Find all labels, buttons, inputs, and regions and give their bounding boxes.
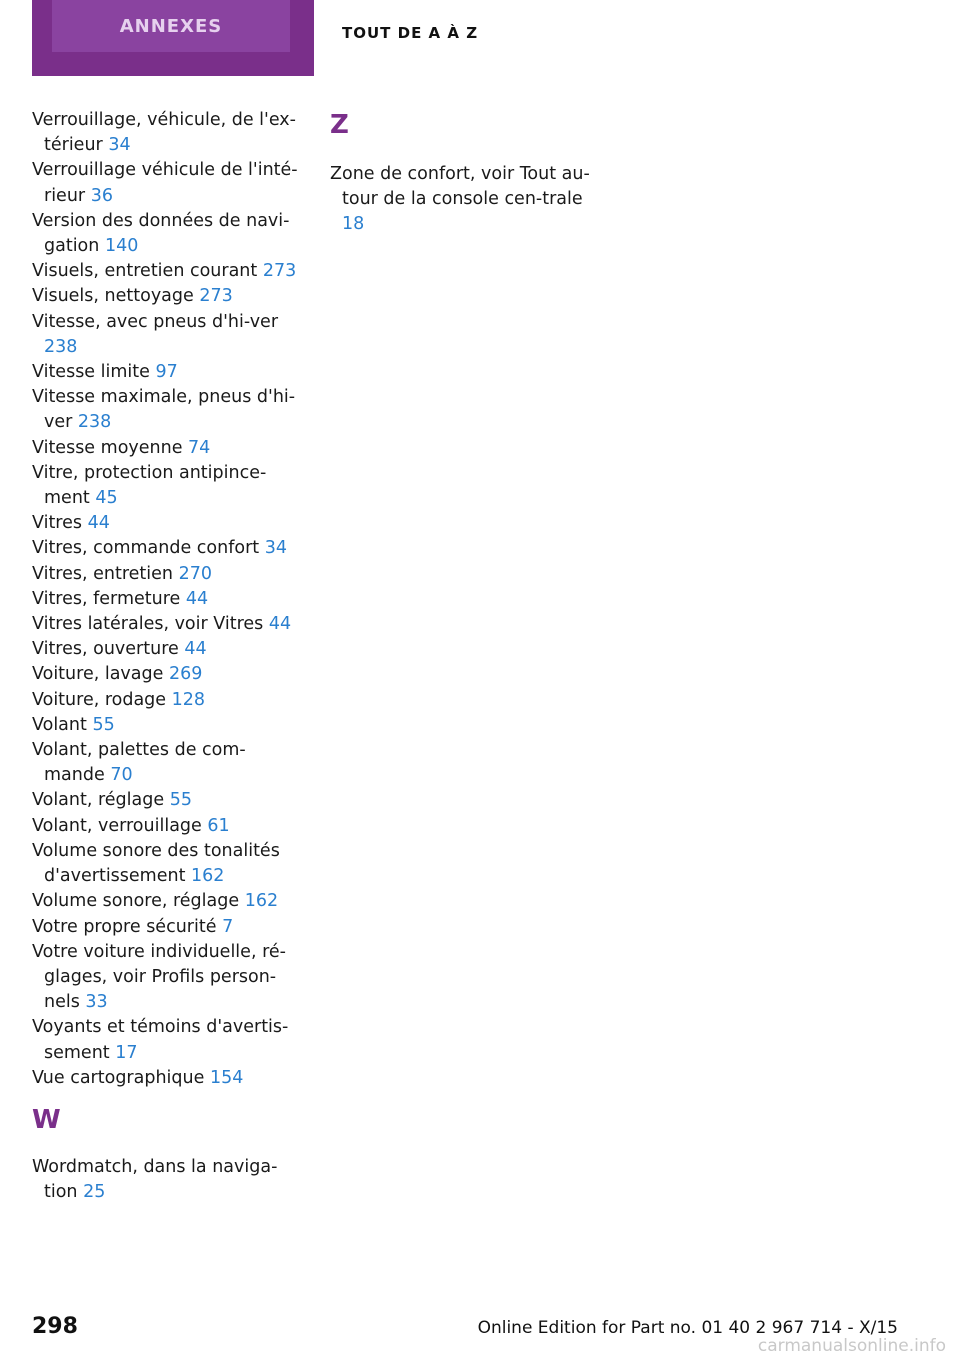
section-tab-inner bbox=[52, 0, 290, 52]
index-entry bbox=[32, 158, 304, 208]
index-entry bbox=[32, 436, 304, 461]
index-entry bbox=[330, 162, 602, 238]
index-entry-page-link[interactable]: 273 bbox=[262, 261, 297, 282]
index-entry bbox=[32, 839, 304, 889]
index-entry-text: Verrouillage véhicule de l'inté-rieur bbox=[32, 160, 298, 206]
index-entry-text: Vitesse moyenne bbox=[32, 437, 183, 458]
index-entry-page-link[interactable]: 61 bbox=[207, 815, 230, 836]
index-entry-page-link[interactable]: 269 bbox=[168, 664, 203, 685]
index-entry-text: Voyants et témoins d'avertis-sement bbox=[32, 1017, 289, 1063]
index-entry bbox=[32, 688, 304, 713]
index-entry-page-link[interactable]: 238 bbox=[77, 412, 112, 433]
index-entry-text: Volume sonore, réglage bbox=[32, 891, 240, 912]
index-entry-page-link[interactable]: 44 bbox=[185, 588, 209, 609]
page-number: 298 bbox=[32, 1314, 78, 1339]
index-entry-page-link[interactable]: 162 bbox=[244, 891, 279, 912]
index-entry-text: Volant, verrouillage bbox=[32, 815, 202, 836]
index-entry bbox=[32, 511, 304, 536]
index-entry bbox=[32, 1155, 304, 1205]
index-entry-text: Voiture, lavage bbox=[32, 664, 164, 685]
index-entry-text: Vitesse limite bbox=[32, 362, 150, 383]
section-title: TOUT DE A À Z bbox=[342, 24, 479, 42]
index-entry-text: Visuels, nettoyage bbox=[32, 286, 194, 307]
index-entry-text: Version des données de navi-gation bbox=[32, 210, 290, 257]
index-entry-text: Visuels, entretien courant bbox=[32, 261, 258, 282]
index-entry-text: Vitres, ouverture bbox=[32, 639, 179, 660]
index-entry bbox=[32, 637, 304, 662]
index-entry-page-link[interactable]: 70 bbox=[110, 765, 133, 786]
index-entry-page-link[interactable]: 128 bbox=[171, 689, 206, 710]
index-entry bbox=[32, 814, 304, 839]
index-entries-z bbox=[330, 162, 602, 238]
index-entry bbox=[32, 713, 304, 738]
index-entry-page-link[interactable]: 74 bbox=[188, 437, 211, 458]
index-entry-text: Wordmatch, dans la naviga-tion bbox=[32, 1156, 278, 1203]
index-entry-page-link[interactable]: 44 bbox=[268, 614, 292, 635]
index-entry-text: Votre propre sécurité bbox=[32, 916, 217, 937]
index-entry-text: Vitesse, avec pneus d'hi-ver bbox=[32, 311, 279, 332]
watermark-text: carmanualsonline.info bbox=[757, 1336, 946, 1356]
index-entry bbox=[32, 738, 304, 788]
index-entries-v bbox=[32, 108, 304, 1091]
index-entry-text: Vitres, entretien bbox=[32, 563, 174, 584]
index-column-right bbox=[330, 108, 602, 238]
index-entry bbox=[32, 940, 304, 1016]
index-entry bbox=[32, 461, 304, 511]
index-entry-page-link[interactable]: 36 bbox=[90, 185, 113, 206]
index-entry-text: Vitre, protection antipince-ment bbox=[32, 462, 267, 509]
index-entry bbox=[32, 284, 304, 309]
index-entry-page-link[interactable]: 270 bbox=[178, 563, 212, 584]
index-entry-text: Verrouillage, véhicule, de l'ex-térieur bbox=[32, 110, 296, 156]
index-entry bbox=[32, 360, 304, 385]
index-entry bbox=[32, 662, 304, 687]
index-entry-page-link[interactable]: 238 bbox=[44, 336, 78, 357]
index-entry-text: Volant bbox=[32, 714, 87, 735]
index-entry bbox=[32, 536, 304, 561]
edition-text: Online Edition for Part no. 01 40 2 967 714 - X/15 bbox=[477, 1318, 898, 1338]
index-column-left bbox=[32, 108, 304, 1205]
index-entry-page-link[interactable]: 162 bbox=[191, 866, 225, 887]
index-entry-page-link[interactable]: 33 bbox=[85, 992, 108, 1013]
index-entry bbox=[32, 612, 304, 637]
index-entry-page-link[interactable]: 25 bbox=[83, 1182, 106, 1203]
index-entry-text: Voiture, rodage bbox=[32, 689, 167, 710]
index-entry bbox=[32, 385, 304, 435]
index-entry-page-link[interactable]: 154 bbox=[209, 1067, 244, 1088]
index-entry-text: Vitesse maximale, pneus d'hi-ver bbox=[32, 387, 296, 433]
index-entry-page-link[interactable]: 17 bbox=[115, 1042, 138, 1063]
index-entry-text: Volant, réglage bbox=[32, 790, 165, 811]
index-entry-text: Vue cartographique bbox=[32, 1067, 205, 1088]
index-entries-w bbox=[32, 1155, 304, 1205]
section-tab bbox=[32, 0, 314, 76]
index-entry bbox=[32, 209, 304, 259]
index-entry-text: Volant, palettes de com-mande bbox=[32, 740, 246, 786]
index-entry bbox=[32, 1066, 304, 1091]
index-entry-text: Vitres bbox=[32, 513, 83, 534]
section-tab-label: ANNEXES bbox=[119, 15, 223, 37]
index-entry bbox=[32, 1015, 304, 1065]
index-entry-page-link[interactable]: 18 bbox=[342, 214, 365, 235]
index-entry bbox=[32, 587, 304, 612]
index-entry bbox=[32, 788, 304, 813]
index-entry-text: Votre voiture individuelle, ré-glages, voir Profils person-nels bbox=[32, 941, 286, 1013]
index-entry-page-link[interactable]: 273 bbox=[199, 286, 233, 307]
index-entry-page-link[interactable]: 97 bbox=[155, 362, 178, 383]
index-entry-text: Volume sonore des tonalités d'avertissement bbox=[32, 840, 280, 887]
index-entry-page-link[interactable]: 44 bbox=[87, 513, 110, 534]
index-entry-page-link[interactable]: 45 bbox=[95, 488, 118, 509]
index-entry bbox=[32, 108, 304, 158]
index-entry-page-link[interactable]: 34 bbox=[264, 538, 288, 559]
index-entry-text: Vitres, commande confort bbox=[32, 538, 260, 559]
index-entry-page-link[interactable]: 55 bbox=[92, 714, 115, 735]
index-entry-page-link[interactable]: 7 bbox=[222, 916, 234, 937]
index-entry-text: Vitres, fermeture bbox=[32, 588, 181, 609]
index-entry-text: Vitres latérales, voir Vitres bbox=[32, 614, 264, 635]
index-entry-page-link[interactable]: 34 bbox=[108, 135, 131, 156]
index-entry-page-link[interactable]: 55 bbox=[169, 790, 192, 811]
index-entry bbox=[32, 259, 304, 284]
index-entry-page-link[interactable]: 44 bbox=[184, 639, 207, 660]
index-entry bbox=[32, 310, 304, 360]
index-letter-w: W bbox=[32, 1104, 61, 1135]
index-entry bbox=[32, 562, 304, 587]
index-entry-page-link[interactable]: 140 bbox=[104, 236, 139, 257]
index-letter-z: Z bbox=[330, 110, 349, 140]
index-entry-text: Zone de confort, voir Tout au-tour de la console cen-trale bbox=[330, 164, 590, 210]
index-entry bbox=[32, 889, 304, 914]
index-entry bbox=[32, 915, 304, 940]
